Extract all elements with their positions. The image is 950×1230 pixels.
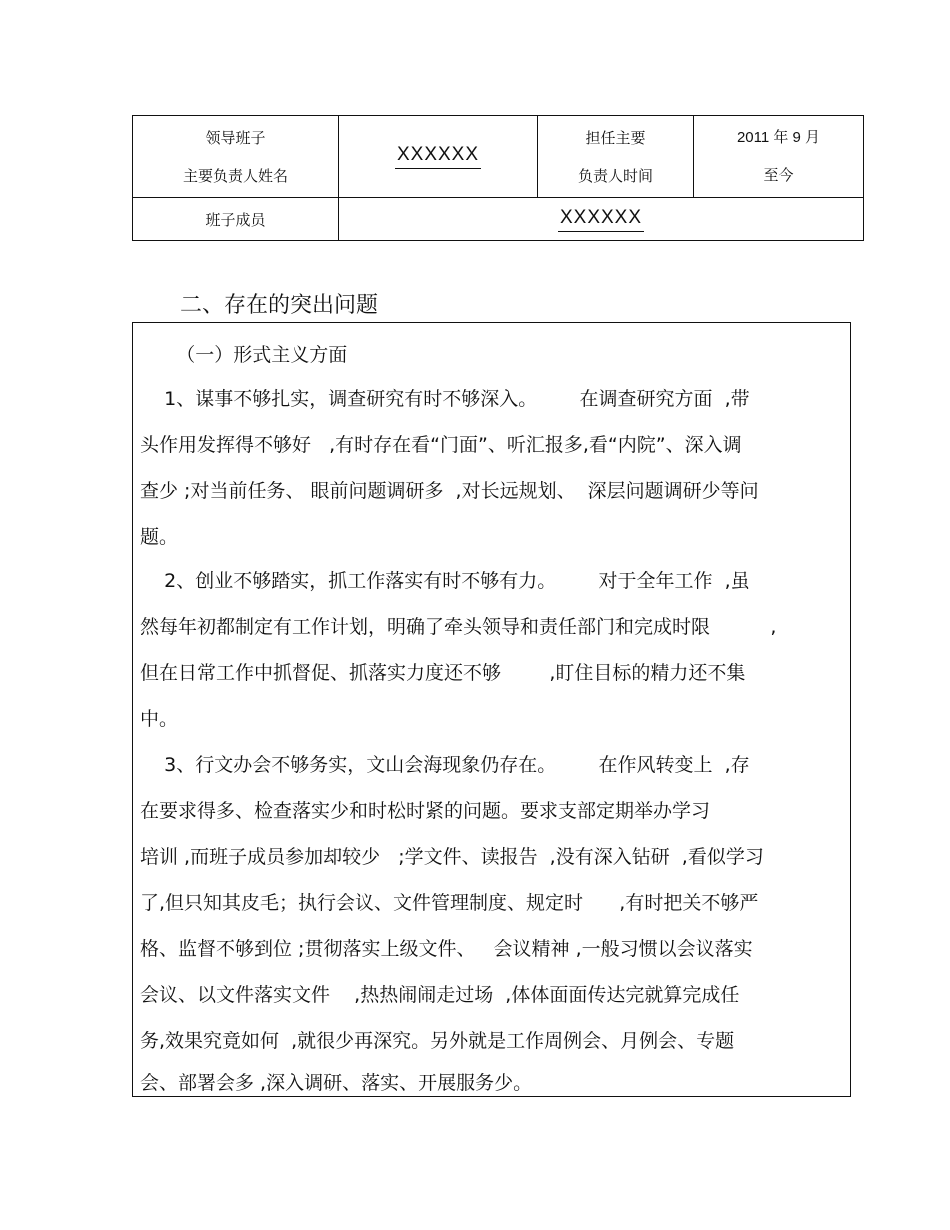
problems-line: 1、谋事不够扎实，调查研究有时不够深入。 在调查研究方面 ,带 [140,388,750,410]
problems-line: 查少 ;对当前任务、 眼前问题调研多 ,对长远规划、 深层问题调研少等问 [140,480,759,502]
problems-line: 会、部署会多 ,深入调研、落实、开展服务少。 [140,1072,533,1094]
members-value: XXXXXX [558,207,644,232]
term-label-line1: 担任主要 [585,128,646,147]
problems-line: 会议、以文件落实文件 ,热热闹闹走过场 ,体体面面传达完就算完成任 [140,984,740,1006]
problems-line: 培训 ,而班子成员参加却较少 ;学文件、读报告 ,没有深入钻研 ,看似学习 [140,846,764,868]
problems-line: 务,效果究竟如何 ,就很少再深究。另外就是工作周例会、月例会、专题 [140,1030,735,1052]
section-title: 二、存在的突出问题 [180,293,379,318]
term-value-line1: 2011 年 9 月 [736,128,821,146]
problems-line: 中。 [140,708,179,730]
problems-line: 题。 [140,526,179,548]
leader-name-cell [339,116,538,198]
problems-box [132,322,851,1097]
leader-name: XXXXXX [395,144,481,169]
term-value-cell [694,116,864,198]
problems-line: 在要求得多、检查落实少和时松时紧的问题。要求支部定期举办学习 [140,800,711,822]
problems-line: 2、创业不够踏实，抓工作落实有时不够有力。 对于全年工作 ,虽 [140,570,750,592]
term-label-cell [538,116,694,198]
term-value-line2: 至今 [763,166,794,184]
problems-line: （一）形式主义方面 [140,344,348,366]
leader-label-line2: 主要负责人姓名 [182,166,288,185]
problems-line: 然每年初都制定有工作计划，明确了牵头领导和责任部门和完成时限 , [140,616,777,638]
members-value-cell [339,198,864,241]
problems-line: 但在日常工作中抓督促、抓落实力度还不够 ,盯住目标的精力还不集 [140,662,746,684]
leader-label-line1: 领导班子 [205,128,266,147]
problems-line: 3、行文办会不够务实，文山会海现象仍存在。 在作风转变上 ,存 [140,754,750,776]
problems-line: 了,但只知其皮毛；执行会议、文件管理制度、规定时 ,有时把关不够严 [140,892,759,914]
leader-label-cell [133,116,339,198]
leader-info-table [132,115,864,241]
members-label-cell [133,198,339,241]
problems-line: 头作用发挥得不够好 ,有时存在看“门面”、听汇报多,看“内院”、深入调 [140,434,742,456]
members-label: 班子成员 [205,210,266,229]
term-label-line2: 负责人时间 [577,166,653,185]
problems-line: 格、监督不够到位 ;贯彻落实上级文件、 会议精神 ,一般习惯以会议落实 [140,938,753,960]
